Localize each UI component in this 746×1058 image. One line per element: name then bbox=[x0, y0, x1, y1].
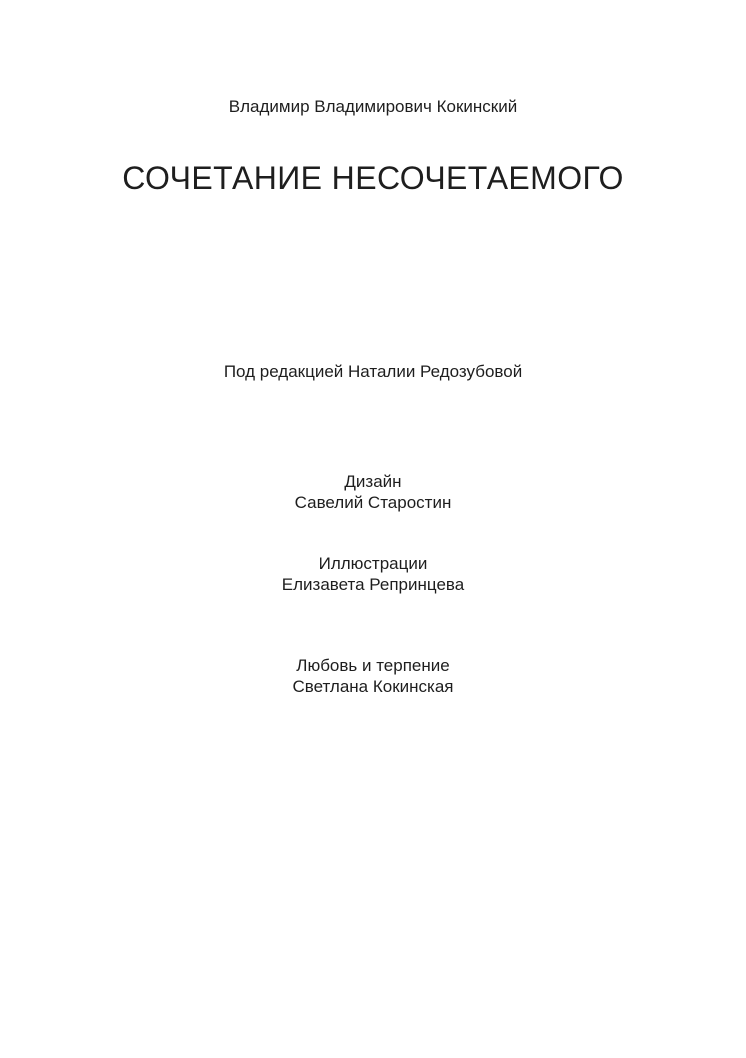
credit-name-design: Савелий Старостин bbox=[294, 493, 452, 512]
credit-role-love: Любовь и терпение bbox=[296, 656, 450, 675]
book-title: СОЧЕТАНИЕ НЕСОЧЕТАЕМОГО bbox=[122, 160, 624, 196]
credit-name-love: Светлана Кокинская bbox=[292, 677, 454, 696]
credit-role-illustrations: Иллюстрации bbox=[318, 554, 428, 573]
book-author: Владимир Владимирович Кокинский bbox=[228, 97, 518, 116]
editor-credit: Под редакцией Наталии Редозубовой bbox=[223, 362, 523, 381]
credit-name-illustrations: Елизавета Репринцева bbox=[281, 575, 465, 594]
credit-role-design: Дизайн bbox=[344, 472, 402, 491]
